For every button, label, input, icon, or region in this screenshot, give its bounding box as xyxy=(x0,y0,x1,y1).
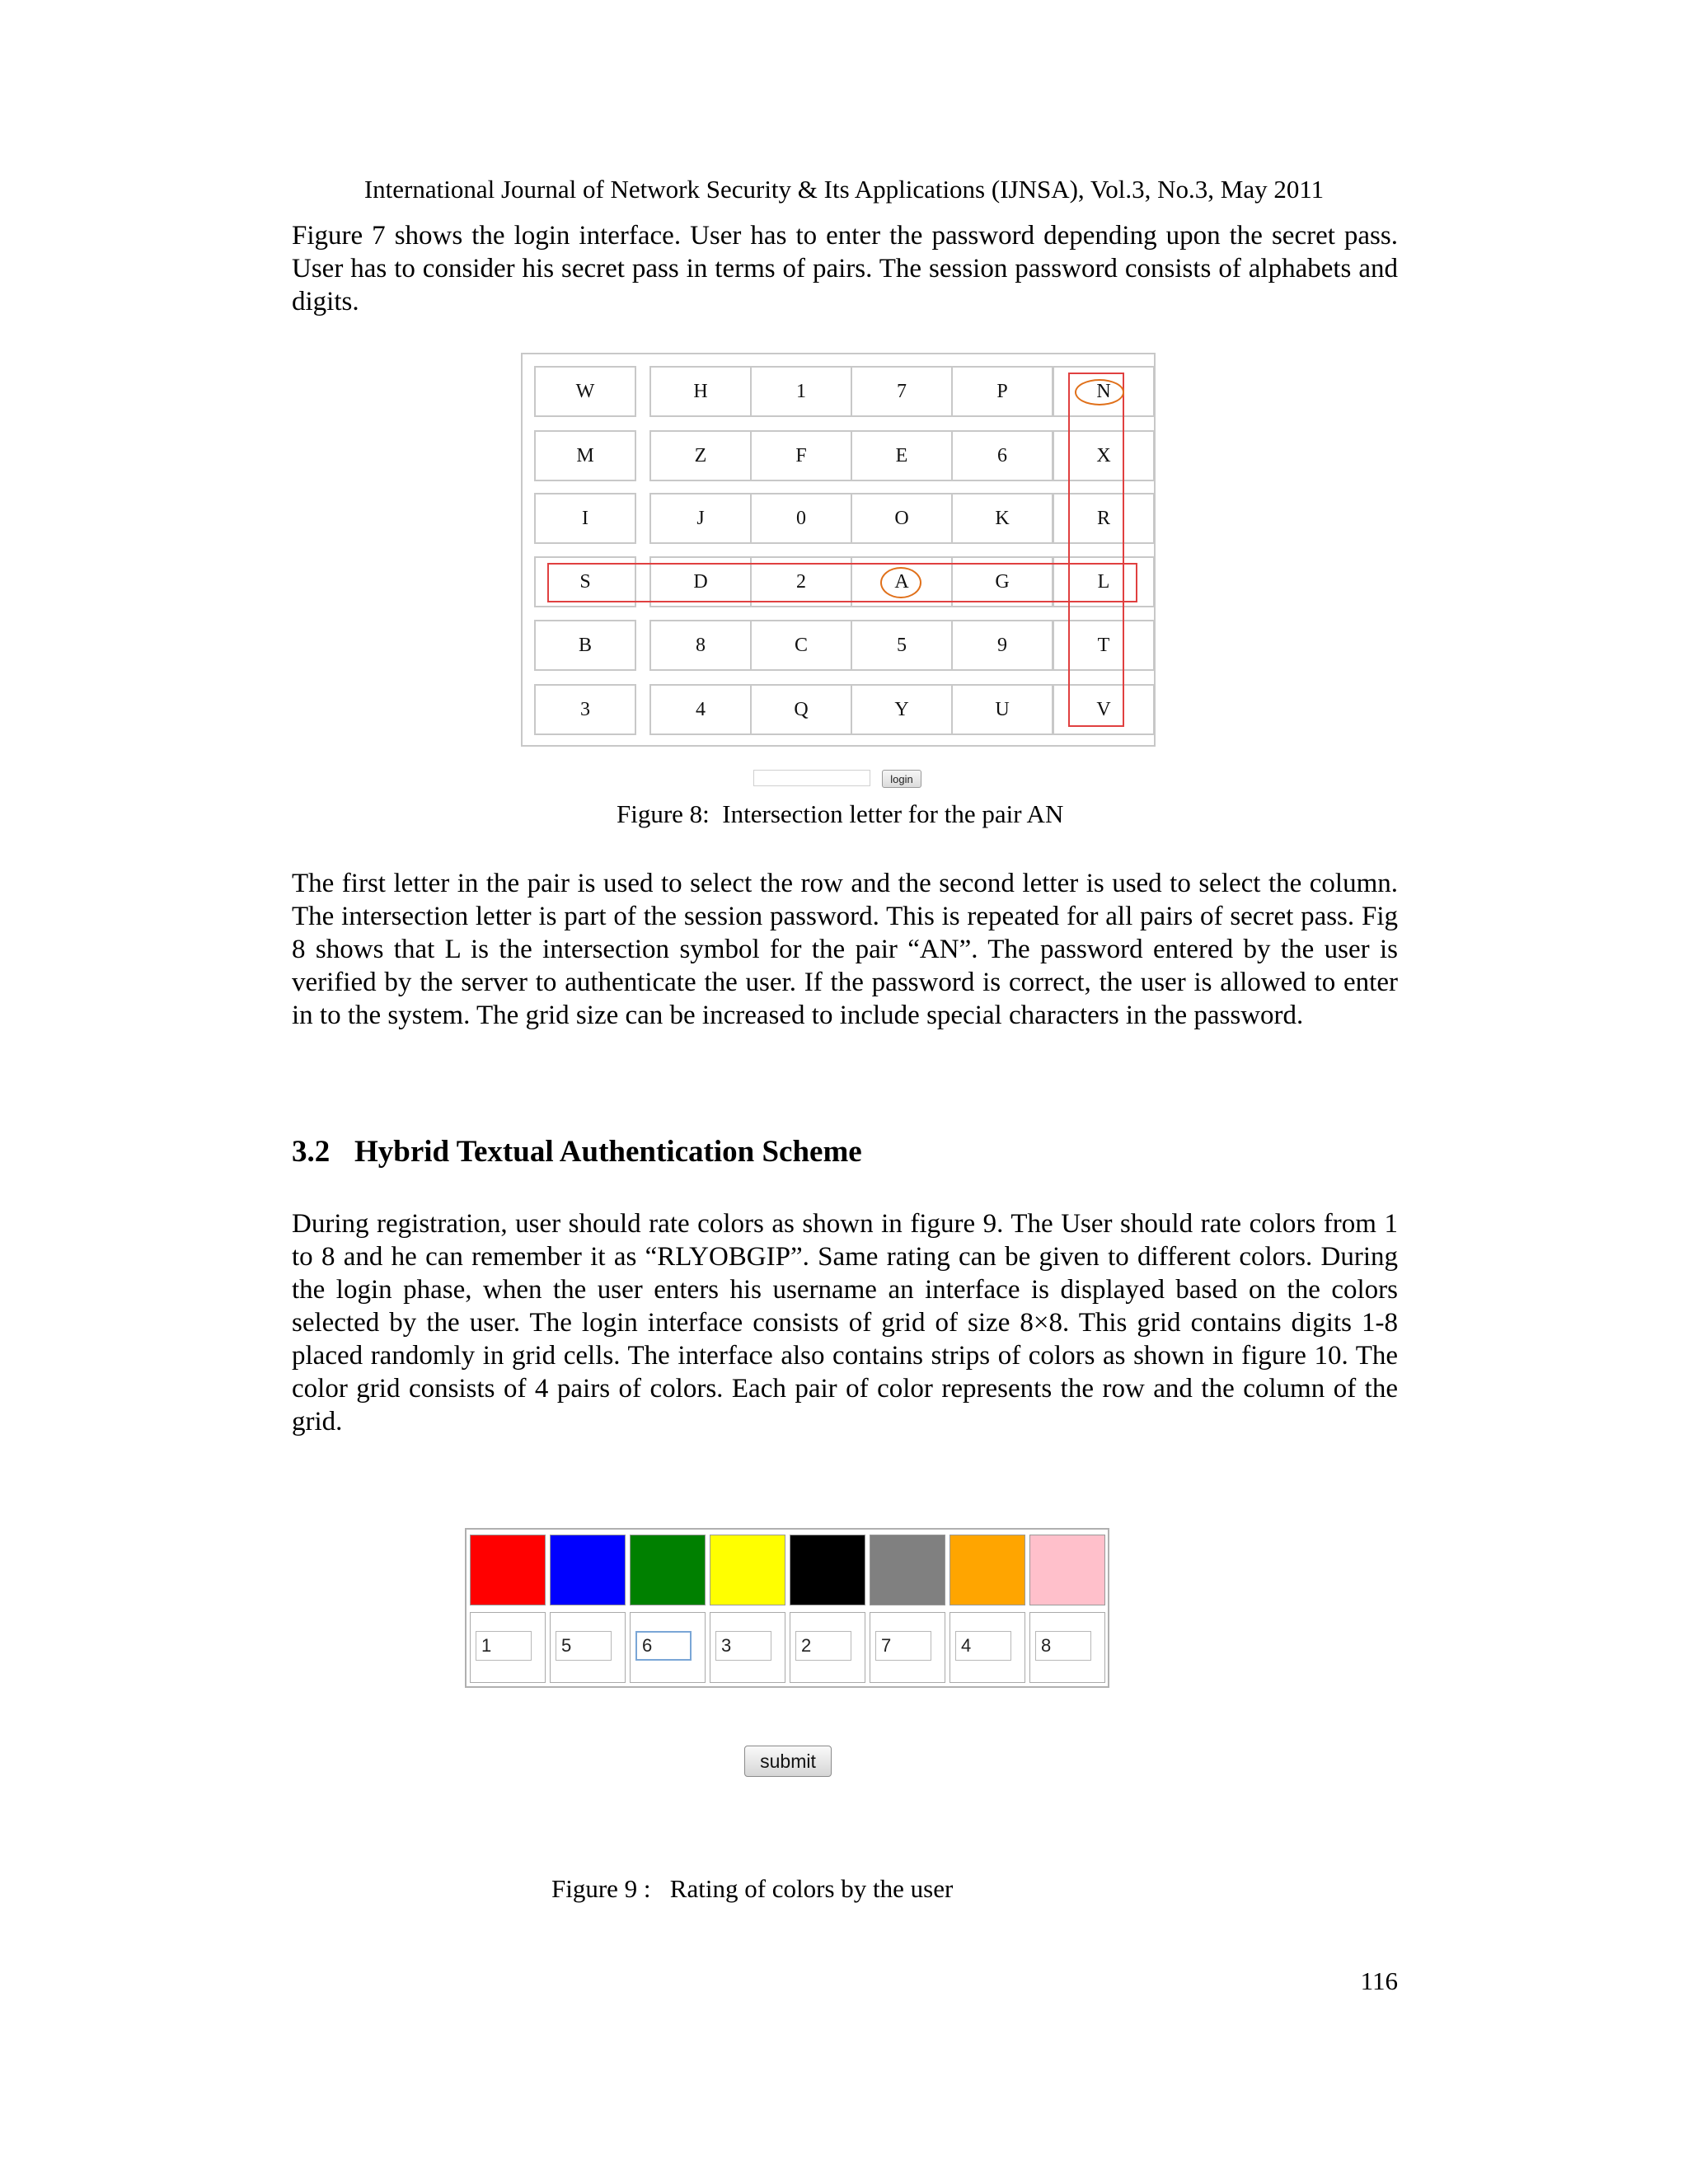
grid-cell: L xyxy=(1053,556,1155,607)
section-heading xyxy=(292,1134,862,1169)
column-highlight xyxy=(1068,373,1124,727)
grid-cell: D xyxy=(649,556,752,607)
grid-cell: 5 xyxy=(851,620,953,671)
rating-input[interactable]: 6 xyxy=(635,1631,692,1661)
grid-cell: M xyxy=(534,430,636,481)
paragraph-2: The first letter in the pair is used to select the row and the second letter is used to select the column. The intersection letter is part of the session password. This is repeated for all pairs of secret pass. Fig 8 shows that L is the intersection symbol for the pair “AN”. The password entered by the user is verified by the server to authenticate the user. If the password is correct, the user is allowed to enter in to the system. The grid size can be increased to include special characters in the password. xyxy=(292,869,1398,1030)
grid-cell: W xyxy=(534,366,636,417)
grid-cell: K xyxy=(951,493,1053,544)
journal-header: International Journal of Network Security & Its Applications (IJNSA), Vol.3, No.3, May 2011 xyxy=(363,175,1325,204)
figure9-caption: Figure 9 : Rating of colors by the user xyxy=(551,1874,954,1903)
grid-cell: C xyxy=(750,620,852,671)
rating-cell xyxy=(790,1612,865,1683)
grid-cell: B xyxy=(534,620,636,671)
rating-cell xyxy=(950,1612,1025,1683)
grid-cell: S xyxy=(534,556,636,607)
section-number: 3.2 xyxy=(292,1135,331,1169)
grid-cell: 2 xyxy=(750,556,852,607)
grid-cell: J xyxy=(649,493,752,544)
grid-cell: 0 xyxy=(750,493,852,544)
color-swatch xyxy=(950,1535,1025,1605)
color-swatch xyxy=(470,1535,546,1605)
grid-cell: E xyxy=(851,430,953,481)
rating-input[interactable]: 5 xyxy=(556,1631,612,1661)
color-swatch xyxy=(870,1535,945,1605)
rating-input[interactable]: 3 xyxy=(715,1631,771,1661)
grid-cell: 8 xyxy=(649,620,752,671)
figure9-color-rating-panel xyxy=(465,1528,1109,1688)
grid-cell: X xyxy=(1053,430,1155,481)
grid-cell: 6 xyxy=(951,430,1053,481)
section-title: Hybrid Textual Authentication Scheme xyxy=(354,1135,862,1169)
color-swatch xyxy=(790,1535,865,1605)
figure8-caption: Figure 8: Intersection letter for the pair AN xyxy=(617,799,1064,828)
rating-input[interactable]: 7 xyxy=(875,1631,931,1661)
row-highlight xyxy=(547,563,1137,602)
grid-cell: Y xyxy=(851,684,953,735)
circle-marker-n xyxy=(1075,379,1124,405)
color-swatch xyxy=(550,1535,626,1605)
grid-cell: I xyxy=(534,493,636,544)
grid-cell: G xyxy=(951,556,1053,607)
figure8-login-button[interactable]: login xyxy=(882,770,921,788)
grid-cell: P xyxy=(951,366,1053,417)
figure8-letter-grid xyxy=(521,353,1156,747)
grid-cell: 9 xyxy=(951,620,1053,671)
rating-cell xyxy=(470,1612,546,1683)
color-swatch xyxy=(1029,1535,1105,1605)
rating-cell xyxy=(550,1612,626,1683)
submit-button[interactable]: submit xyxy=(744,1746,832,1777)
rating-cell xyxy=(1029,1612,1105,1683)
grid-cell: O xyxy=(851,493,953,544)
rating-input[interactable]: 4 xyxy=(955,1631,1011,1661)
rating-cell xyxy=(870,1612,945,1683)
paragraph-3: During registration, user should rate colors as shown in figure 9. The User should rate colors from 1 to 8 and he can remember it as “RLYOBGIP”. Same rating can be given to different colors. During the login phase, when the user enters his username an interface is displayed based on the colors selected by the user. The login interface consists of grid of size 8×8. This grid contains digits 1-8 placed randomly in grid cells. The interface also contains strips of colors as shown in figure 10. The color grid consists of 4 pairs of colors. Each pair of color represents the row and the column of the grid. xyxy=(292,1209,1398,1436)
rating-input[interactable]: 2 xyxy=(795,1631,851,1661)
rating-cell xyxy=(710,1612,785,1683)
grid-cell: Q xyxy=(750,684,852,735)
rating-input[interactable]: 1 xyxy=(476,1631,532,1661)
color-swatch xyxy=(710,1535,785,1605)
rating-input[interactable]: 8 xyxy=(1035,1631,1091,1661)
color-swatch xyxy=(630,1535,706,1605)
grid-cell: Z xyxy=(649,430,752,481)
grid-cell: 4 xyxy=(649,684,752,735)
figure8-password-input[interactable] xyxy=(753,770,870,786)
intro-paragraph: Figure 7 shows the login interface. User has to enter the password depending upon the secret pass. User has to consider his secret pass in terms of pairs. The session password consists of alphabets and digits. xyxy=(292,221,1398,316)
grid-cell: A xyxy=(851,556,953,607)
grid-cell: N xyxy=(1053,366,1155,417)
grid-cell: 1 xyxy=(750,366,852,417)
grid-cell: 3 xyxy=(534,684,636,735)
grid-cell: V xyxy=(1053,684,1155,735)
grid-cell: F xyxy=(750,430,852,481)
grid-cell: H xyxy=(649,366,752,417)
grid-cell: U xyxy=(951,684,1053,735)
grid-cell: R xyxy=(1053,493,1155,544)
rating-cell xyxy=(630,1612,706,1683)
grid-cell: T xyxy=(1053,620,1155,671)
circle-marker-a xyxy=(880,567,921,598)
page-number: 116 xyxy=(1360,1966,1398,1995)
grid-cell: 7 xyxy=(851,366,953,417)
